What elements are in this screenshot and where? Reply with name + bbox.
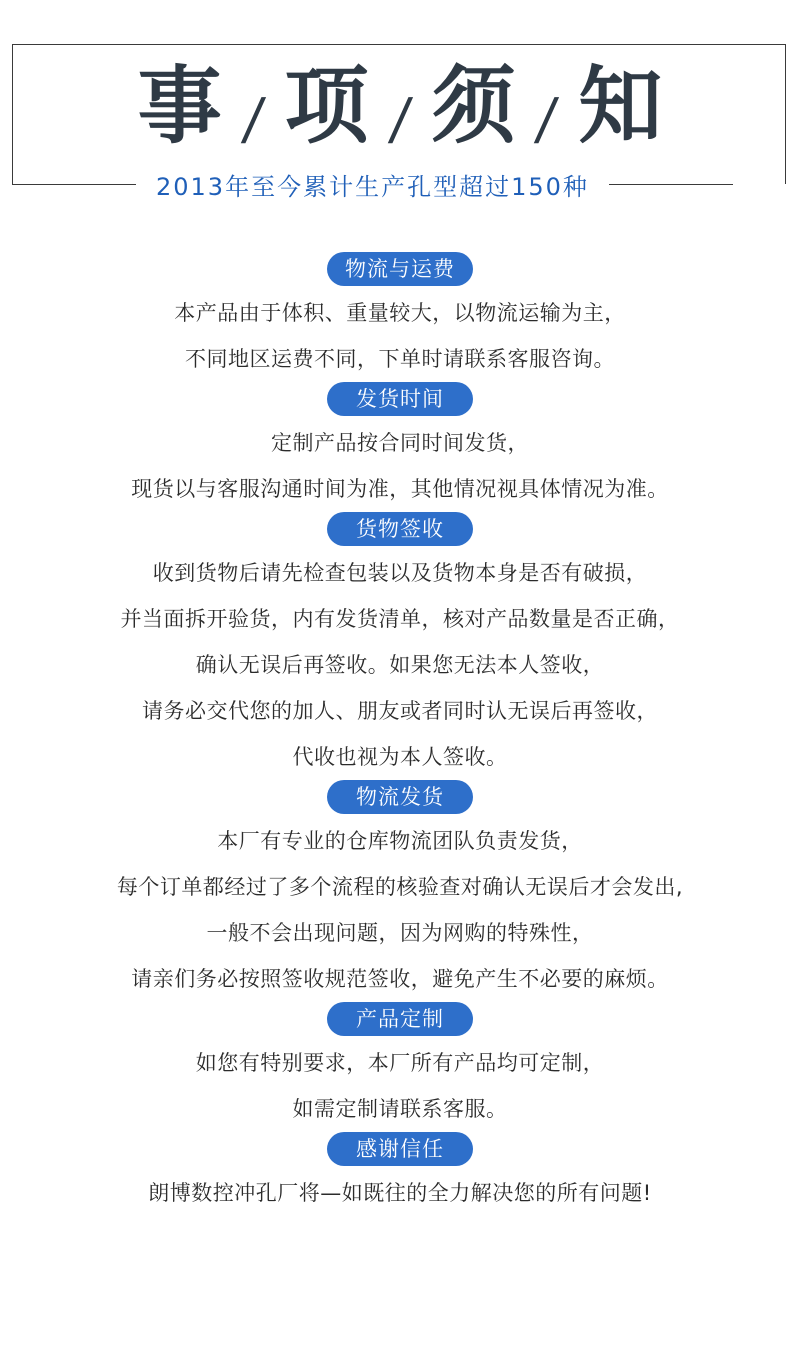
section-heading-badge: 感谢信任 bbox=[327, 1132, 473, 1166]
title-char-2: 项 bbox=[284, 57, 369, 155]
section-text-line: 请务必交代您的加人、朋友或者同时认无误后再签收， bbox=[142, 699, 658, 723]
title-char-1: 事 bbox=[137, 57, 222, 155]
page-title bbox=[0, 56, 800, 156]
section-text-line: 朗博数控冲孔厂将—如既往的全力解决您的所有问题! bbox=[148, 1181, 652, 1205]
section-text-line: 请亲们务必按照签收规范签收，避免产生不必要的麻烦。 bbox=[131, 967, 669, 991]
section-text-line: 每个订单都经过了多个流程的核验查对确认无误后才会发出, bbox=[116, 875, 684, 899]
section-text-line: 并当面拆开验货，内有发货清单，核对产品数量是否正确， bbox=[120, 607, 680, 631]
section-text-line: 本产品由于体积、重量较大，以物流运输为主， bbox=[174, 301, 626, 325]
subtitle-row bbox=[12, 168, 788, 200]
section-thanks bbox=[0, 1132, 800, 1216]
section-text-line: 如需定制请联系客服。 bbox=[292, 1097, 508, 1121]
section-text-line: 收到货物后请先检查包装以及货物本身是否有破损， bbox=[152, 561, 648, 585]
section-heading-badge: 产品定制 bbox=[327, 1002, 473, 1036]
section-text-line: 一般不会出现问题，因为网购的特殊性， bbox=[206, 921, 594, 945]
section-heading-badge: 货物签收 bbox=[327, 512, 473, 546]
section-text-line: 代收也视为本人签收。 bbox=[292, 745, 508, 769]
section-text-line: 如您有特别要求，本厂所有产品均可定制， bbox=[195, 1051, 605, 1075]
title-separator-3: / bbox=[532, 87, 561, 152]
notice-content bbox=[0, 252, 800, 1216]
section-text-line: 现货以与客服沟通时间为准，其他情况视具体情况为准。 bbox=[131, 477, 669, 501]
section-text-line: 确认无误后再签收。如果您无法本人签收， bbox=[195, 653, 605, 677]
title-separator-1: / bbox=[239, 87, 268, 152]
section-heading-badge: 物流与运费 bbox=[327, 252, 473, 286]
subtitle: 2013年至今累计生产孔型超过150种 bbox=[150, 167, 595, 202]
subtitle-divider-right bbox=[609, 184, 733, 185]
section-text-line: 本厂有专业的仓库物流团队负责发货， bbox=[217, 829, 583, 853]
title-separator-2: / bbox=[386, 87, 415, 152]
section-heading-badge: 发货时间 bbox=[327, 382, 473, 416]
section-receipt bbox=[0, 512, 800, 780]
section-text-line: 定制产品按合同时间发货， bbox=[271, 431, 529, 455]
section-text-line: 不同地区运费不同，下单时请联系客服咨询。 bbox=[185, 347, 615, 371]
section-logistics-shipping bbox=[0, 252, 800, 382]
section-customization bbox=[0, 1002, 800, 1132]
subtitle-divider-left bbox=[12, 184, 136, 185]
section-logistics-dispatch bbox=[0, 780, 800, 1002]
title-char-3: 须 bbox=[431, 57, 516, 155]
section-heading-badge: 物流发货 bbox=[327, 780, 473, 814]
title-char-4: 知 bbox=[578, 57, 663, 155]
section-delivery-time bbox=[0, 382, 800, 512]
